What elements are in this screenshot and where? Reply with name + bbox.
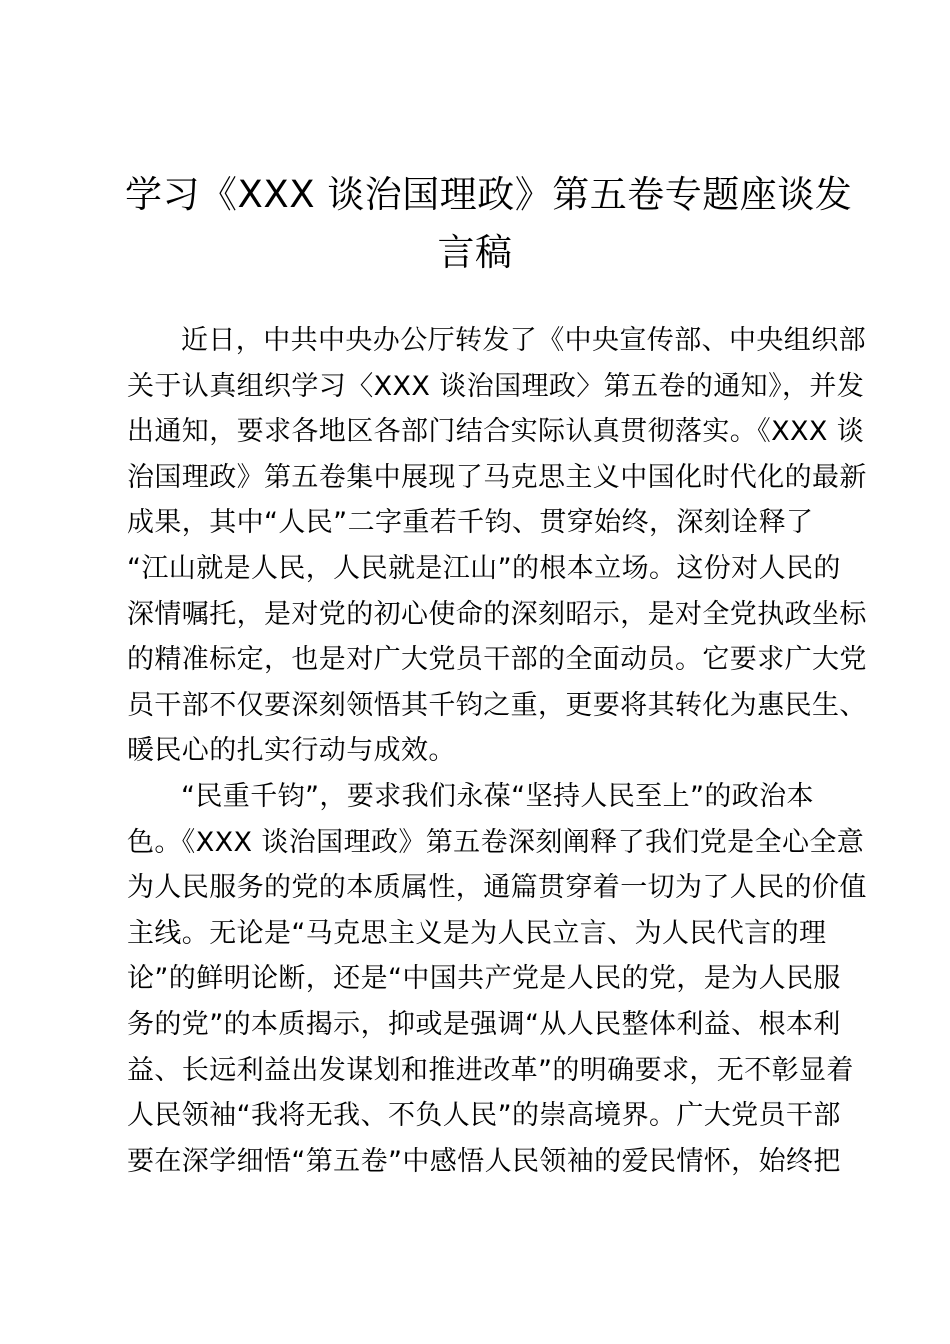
- paragraph-line: 治国理政》第五卷集中展现了马克思主义中国化时代化的最新: [127, 461, 867, 493]
- paragraph-line: 的精准标定，也是对广大党员干部的全面动员。它要求广大党: [127, 644, 867, 676]
- title-line: 学习《XXX 谈治国理政》第五卷专题座谈发: [125, 173, 853, 216]
- paragraph-line: 务的党”的本质揭示，抑或是强调“从人民整体利益、根本利: [127, 1008, 841, 1040]
- paragraph-line: 要在深学细悟“第五卷”中感悟人民领袖的爱民情怀，始终把: [127, 1145, 841, 1177]
- paragraph-line: 关于认真组织学习〈XXX 谈治国理政〉第五卷的通知》，并发: [127, 370, 865, 402]
- paragraph-line: 员干部不仅要深刻领悟其千钧之重，更要将其转化为惠民生、: [127, 689, 867, 721]
- paragraph-line: 成果，其中“人民”二字重若千钧、贯穿始终，深刻诠释了: [127, 507, 814, 539]
- paragraph-line: 益、长远利益出发谋划和推进改革”的明确要求，无不彰显着: [127, 1054, 854, 1086]
- paragraph-2: [127, 774, 867, 1184]
- paragraph-line: 主线。无论是“马克思主义是为人民立言、为人民代言的理: [127, 917, 827, 949]
- document-title: [125, 166, 853, 282]
- paragraph-line: 为人民服务的党的本质属性，通篇贯穿着一切为了人民的价值: [127, 872, 867, 904]
- paragraph-line: 人民领袖“我将无我、不负人民”的崇高境界。广大党员干部: [127, 1100, 841, 1132]
- paragraph-line: “民重千钧”，要求我们永葆“坚持人民至上”的政治本: [181, 780, 814, 812]
- paragraph-line: 近日，中共中央办公厅转发了《中央宣传部、中央组织部: [181, 325, 866, 356]
- paragraph-line: 暖民心的扎实行动与成效。: [127, 735, 456, 767]
- paragraph-line: 色。《XXX 谈治国理政》第五卷深刻阐释了我们党是全心全意: [127, 826, 865, 858]
- paragraph-line: 深情嘱托，是对党的初心使命的深刻昭示，是对全党执政坐标: [127, 598, 867, 630]
- paragraph-line: 出通知，要求各地区各部门结合实际认真贯彻落实。《XXX 谈: [127, 416, 865, 448]
- document-body: [127, 318, 867, 1184]
- paragraph-line: 论”的鲜明论断，还是“中国共产党是人民的党，是为人民服: [127, 963, 841, 995]
- paragraph-1: [127, 318, 867, 774]
- paragraph-line: “江山就是人民，人民就是江山”的根本立场。这份对人民的: [127, 552, 841, 584]
- title-line: 言稿: [437, 231, 513, 274]
